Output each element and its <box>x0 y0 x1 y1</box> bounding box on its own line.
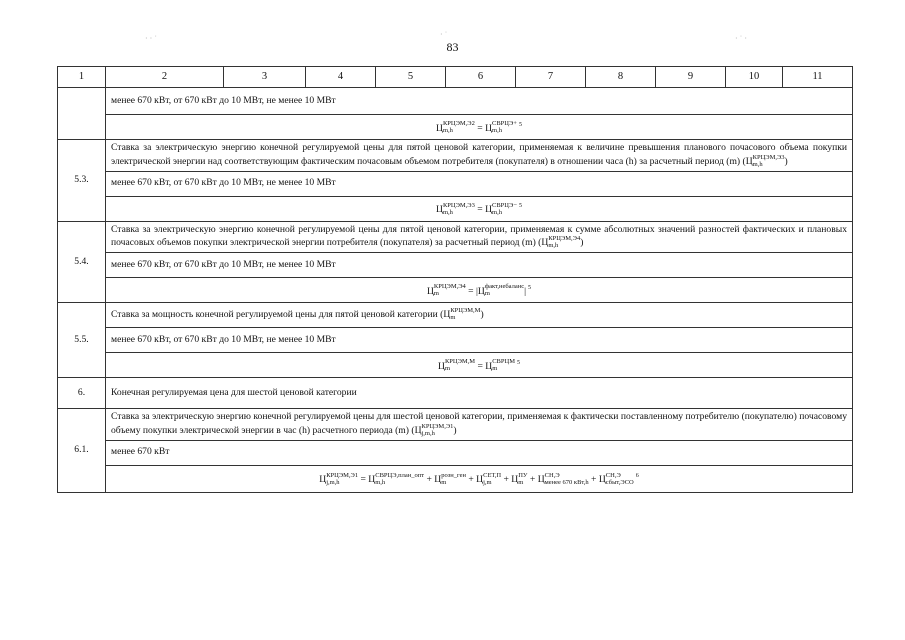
table-row <box>58 115 853 140</box>
column-number: 8 <box>586 67 656 88</box>
column-number: 10 <box>726 67 783 88</box>
table-row <box>58 278 853 303</box>
table-row <box>58 409 853 441</box>
formula: Ц КРЦЭМ,Э4 m = |Ц факт,небаланс m | $^5$ <box>106 278 853 303</box>
row-description: Ставка за электрическую энергию конечной регулируемой цены для пятой ценовой категории, применяемая к сумме абсолютных значений разностей фактических и плановых почасовых объемов покупки электрической энергии потребителя (покупателя) за расчетный период (m) (Ц КРЦЭМ,Э4 m,h ) <box>106 221 853 253</box>
row-description: Ставка за электрическую энергию конечной регулируемой цены для шестой ценовой категории, применяемая к фактически поставленному потребителю (покупателю) почасовому объему покупки электрической энергии в час (h) расчетного периода (m) (Ц КРЦЭМ,Э1 j,m,h ) <box>106 409 853 441</box>
condition-text: менее 670 кВт <box>106 440 853 465</box>
column-number: 3 <box>224 67 306 88</box>
footnote-ref: 5 <box>516 359 520 366</box>
column-number: 6 <box>446 67 516 88</box>
condition-text: менее 670 кВт, от 670 кВт до 10 МВт, не менее 10 МВт <box>106 171 853 196</box>
table-row <box>58 171 853 196</box>
formula: Ц КРЦЭМ,Э3 m,h = Ц СВРЦЭ− m,h $^5$ <box>106 196 853 221</box>
table-row <box>58 328 853 353</box>
formula: Ц КРЦЭМ,Э2 m,h = Ц СВРЦЭ+ m,h $^5$ <box>106 115 853 140</box>
footnote-ref: 5 <box>518 121 522 128</box>
row-description: Ставка за электрическую энергию конечной регулируемой цены для пятой ценовой категории, применяемая к величине превышения планового почасового объема покупки электрической энергии над соответствующим фактическим почасовым объемом потребителя (покупателя) в отношении часа (h) за расчетный период (m) (Ц КРЦЭМ,Э3 m,h ) <box>106 140 853 172</box>
tariff-table <box>57 66 853 493</box>
row-number: 6. <box>58 378 106 409</box>
table-row <box>58 303 853 328</box>
footnote-ref: 6 <box>635 473 639 480</box>
table-row <box>58 465 853 492</box>
table-row <box>58 378 853 409</box>
row-description: Конечная регулируемая цена для шестой ценовой категории <box>106 378 853 409</box>
row-number: 5.5. <box>58 303 106 378</box>
scan-speck: · ˙ · <box>735 34 747 43</box>
column-number: 4 <box>306 67 376 88</box>
scan-speck: · · ˙ <box>145 34 157 43</box>
column-number: 7 <box>516 67 586 88</box>
row-number: 5.4. <box>58 221 106 303</box>
table-row <box>58 140 853 172</box>
table-row <box>58 253 853 278</box>
footnote-ref: 5 <box>528 284 532 291</box>
row-number: 6.1. <box>58 409 106 493</box>
condition-text: менее 670 кВт, от 670 кВт до 10 МВт, не менее 10 МВт <box>106 253 853 278</box>
table-row <box>58 221 853 253</box>
table-row <box>58 88 853 115</box>
column-number: 11 <box>783 67 853 88</box>
row-number: 5.3. <box>58 140 106 222</box>
column-number-row <box>58 67 853 88</box>
row-description: Ставка за мощность конечной регулируемой цены для пятой ценовой категории (Ц КРЦЭМ,М m ) <box>106 303 853 328</box>
condition-text: менее 670 кВт, от 670 кВт до 10 МВт, не менее 10 МВт <box>106 88 853 115</box>
condition-text: менее 670 кВт, от 670 кВт до 10 МВт, не менее 10 МВт <box>106 328 853 353</box>
column-number: 2 <box>106 67 224 88</box>
footnote-ref: 5 <box>518 203 522 210</box>
formula: Ц КРЦЭМ,Э1 j,m,h = Ц СВРЦЭ,план_опт m,h + Ц розн_ген m + Ц СЕТ,П j,m + Ц ПУ m + Ц СН,Э менее 670 кВт,h + Ц СН,Э сбыт,ЭСО $^6$ <box>106 465 853 492</box>
row-number-empty <box>58 88 106 140</box>
column-number: 5 <box>376 67 446 88</box>
table-row <box>58 196 853 221</box>
page-number: 83 <box>446 40 459 54</box>
column-number: 1 <box>58 67 106 88</box>
table-row <box>58 440 853 465</box>
table-row <box>58 353 853 378</box>
column-number: 9 <box>656 67 726 88</box>
scan-speck: · ˙ <box>440 30 448 39</box>
formula: Ц КРЦЭМ,М m = Ц СВРЦМ m $^5$ <box>106 353 853 378</box>
